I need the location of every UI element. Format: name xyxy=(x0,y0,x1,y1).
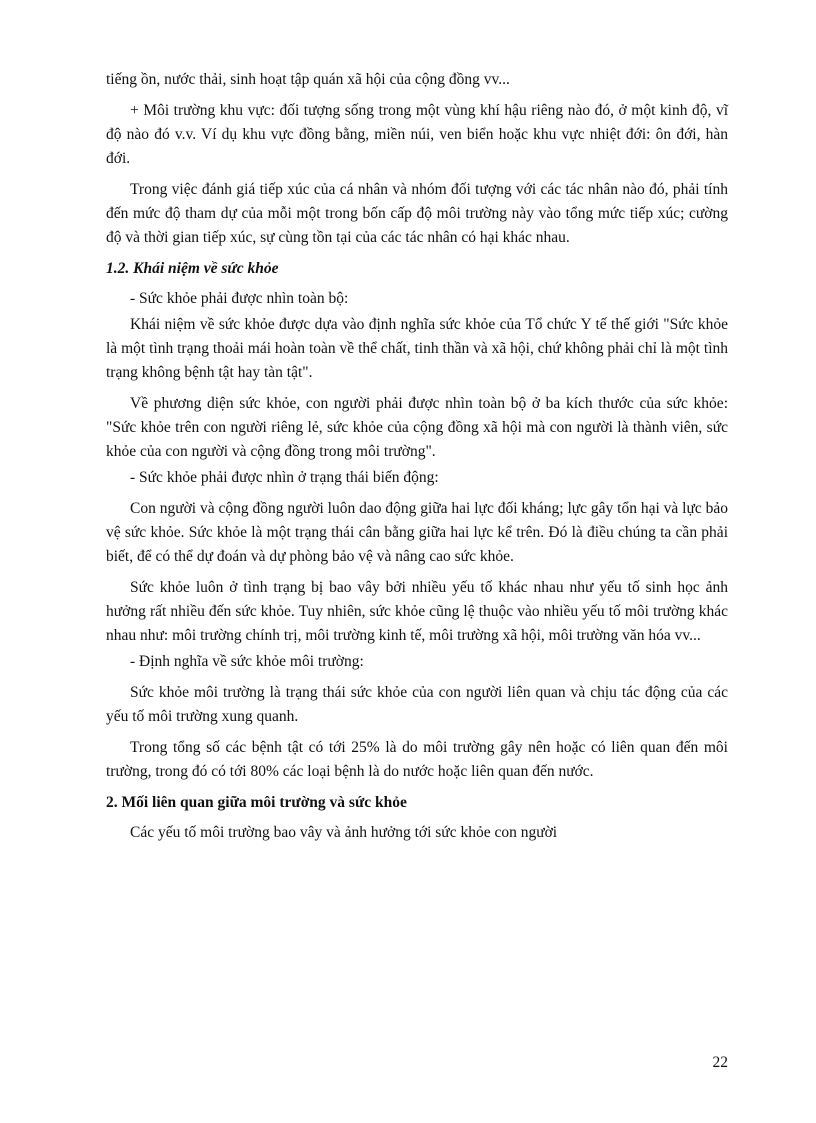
paragraph: Về phương diện sức khỏe, con người phải được nhìn toàn bộ ở ba kích thước của sức khỏe: "Sức khỏe trên con người riêng lẻ, sức khỏe của cộng đồng xã hội mà con người là thành viên, sức khỏe của con người và cộng đồng trong môi trường". xyxy=(106,395,728,460)
paragraph: Trong tổng số các bệnh tật có tới 25% là do môi trường gây nên hoặc có liên quan đến môi trường, trong đó có tới 80% các loại bệnh là do nước hoặc liên quan đến nước. xyxy=(106,739,728,780)
paragraph: tiếng ồn, nước thải, sinh hoạt tập quán xã hội của cộng đồng vv... xyxy=(106,71,510,88)
paragraph: - Sức khỏe phải được nhìn ở trạng thái biến động: xyxy=(130,469,439,486)
paragraph: Con người và cộng đồng người luôn dao động giữa hai lực đối kháng; lực gây tổn hại và lực bảo vệ sức khỏe. Sức khỏe là một trạng thái cân bằng giữa hai lực kể trên. Đó là điều chúng ta cần phải biết, để có thể dự đoán và dự phòng bảo vệ và nâng cao sức khỏe. xyxy=(106,500,728,565)
document-page xyxy=(106,68,728,852)
page-number: 22 xyxy=(712,1054,728,1071)
paragraph: Sức khỏe môi trường là trạng thái sức khỏe của con người liên quan và chịu tác động của các yếu tố môi trường xung quanh. xyxy=(106,684,728,725)
section-heading: 1.2. Khái niệm về sức khỏe xyxy=(106,260,279,277)
paragraph: - Sức khỏe phải được nhìn toàn bộ: xyxy=(130,290,349,307)
paragraph: + Môi trường khu vực: đối tượng sống trong một vùng khí hậu riêng nào đó, ở một kinh độ, vĩ độ nào đó v.v. Ví dụ khu vực đồng bằng, miền núi, ven biển hoặc khu vực nhiệt đới: ôn đới, hàn đới. xyxy=(106,102,728,167)
paragraph: Các yếu tố môi trường bao vây và ảnh hưởng tới sức khỏe con người xyxy=(130,824,558,841)
paragraph: Khái niệm về sức khỏe được dựa vào định nghĩa sức khỏe của Tổ chức Y tế thế giới "Sức khỏe là một tình trạng thoải mái hoàn toàn về thể chất, tinh thần và xã hội, chứ không phải chỉ là một tình trạng không bệnh tật hay tàn tật". xyxy=(106,316,728,381)
section-heading: 2. Mối liên quan giữa môi trường và sức khỏe xyxy=(106,794,407,811)
paragraph: - Định nghĩa về sức khỏe môi trường: xyxy=(130,653,364,670)
paragraph: Trong việc đánh giá tiếp xúc của cá nhân và nhóm đối tượng với các tác nhân nào đó, phải tính đến mức độ tham dự của mỗi một trong bốn cấp độ môi trường này vào tổng mức tiếp xúc; cường độ và thời gian tiếp xúc, sự cùng tồn tại của các tác nhân có hại khác nhau. xyxy=(106,181,728,246)
paragraph: Sức khỏe luôn ở tình trạng bị bao vây bởi nhiều yếu tố khác nhau như yếu tố sinh học ảnh hưởng rất nhiều đến sức khỏe. Tuy nhiên, sức khỏe cũng lệ thuộc vào nhiều yếu tố môi trường khác nhau như: môi trường chính trị, môi trường kinh tế, môi trường xã hội, môi trường văn hóa vv... xyxy=(106,579,728,644)
